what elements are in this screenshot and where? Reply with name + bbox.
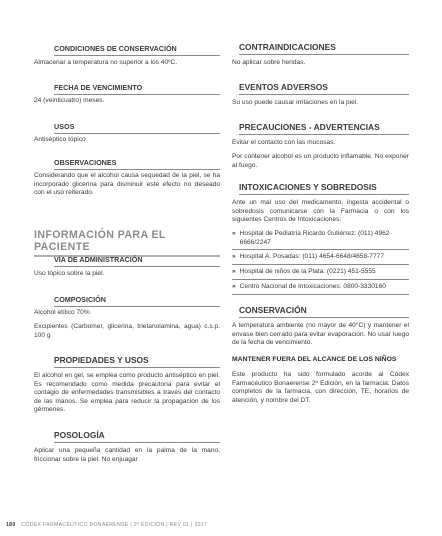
precauciones-text-1: Evitar el contacto con las mucosas.	[232, 139, 336, 146]
precauciones-text-2: Por contener alcohol es un producto inflamable. No exponer al fuego.	[232, 153, 409, 169]
usos-heading: USOS	[54, 122, 220, 134]
intox-center-item	[232, 283, 409, 295]
contraindicaciones-heading: CONTRAINDICACIONES	[239, 42, 409, 55]
intox-center-item	[232, 268, 409, 280]
composicion-text-1: Alcohol etílico 70%	[34, 309, 90, 316]
conservacion-heading: CONDICIONES DE CONSERVACIÓN	[54, 44, 220, 56]
intox-center-item	[232, 253, 409, 265]
intox-center-text: Hospital de niños de la Plata: (0221) 451-5555	[239, 268, 376, 275]
intox-center-text: Hospital de Pediatría Ricardo Gutiérrez: (011) 4962-6666/2247	[239, 230, 392, 246]
vencimiento-text: 24 (veinticuatro) meses.	[34, 97, 105, 104]
propiedades-text: El alcohol en gel, se emplea como producto antiséptico en piel. Es recomendado como medida precautoria para evitar el contagio de enfermedades transmisibles a través del contacto de las manos. Se emplea para reducir la propagación de los gérmenes.	[34, 372, 220, 414]
precauciones-heading: PRECAUCIONES - ADVERTENCIAS	[239, 122, 409, 135]
via-heading: VÍA DE ADMINISTRACIÓN	[54, 255, 220, 267]
page-footer	[6, 522, 207, 528]
adversos-text: Su uso puede causar irritaciones en la piel.	[232, 99, 359, 106]
bullet-mark: »	[232, 253, 236, 260]
propiedades-heading: PROPIEDADES Y USOS	[54, 355, 220, 368]
page-number: 180	[6, 522, 16, 528]
footer-text: CÓDEX FARMACÉUTICO BONAERENSE | 2º EDICIÓN | REV 01 | 2017	[21, 522, 208, 528]
via-text: Uso tópico sobre la piel.	[34, 270, 105, 277]
usos-text: Antiséptico tópico	[34, 136, 86, 143]
adversos-heading: EVENTOS ADVERSOS	[239, 82, 409, 95]
conservacion-text: Almacenar a temperatura no superior a los 40ºC.	[34, 59, 178, 66]
posologia-heading: POSOLOGÍA	[54, 430, 220, 443]
contraindicaciones-text: No aplicar sobre heridas.	[232, 59, 306, 66]
observaciones-text: Considerando que el alcohol causa sequedad de la piel, se ha incorporado glicerina para disminuir este efecto no deseado con el uso reiterado.	[34, 172, 220, 197]
conservacion-right-text: A temperatura ambiente (no mayor de 40°C) y mantener el envase bien cerrado para evitar evaporación. No usar luego de la fecha de vencimiento.	[232, 322, 409, 347]
intoxicaciones-heading: INTOXICACIONES Y SOBREDOSIS	[239, 182, 409, 195]
vencimiento-heading: FECHA DE VENCIMIENTO	[54, 83, 220, 95]
formulado-text: Este producto ha sido formulado acorde al Códex Farmacéutico Bonaerense 2º Edición, en la farmacia: Datos completos de la farmacia, con dirección, TE, horarios de atención, y nombre del DT.	[232, 371, 409, 404]
observaciones-heading: OBSERVACIONES	[54, 158, 220, 170]
paciente-section-title: INFORMACIÓN PARA EL PACIENTE	[34, 229, 220, 257]
bullet-mark: »	[232, 283, 236, 290]
intox-center-item	[232, 230, 409, 250]
intox-center-text: Centro Nacional de Intoxicaciones: 0800-3330160	[239, 283, 386, 290]
composicion-heading: COMPOSICIÓN	[54, 295, 220, 307]
intox-center-text: Hospital A. Posadas: (011) 4654-6648/4658-7777	[239, 253, 384, 260]
intoxicaciones-text: Ante un mal uso del medicamento, ingesta accidental o sobredosis comunicarse con la Farmacia o con los siguientes Centros de Intoxicaciones:	[232, 199, 409, 224]
composicion-text-2: Excipientes (Carbomer, glicerina, trietanolamina, agua) c.s.p. 100 g	[34, 323, 220, 339]
posologia-text: Aplicar una pequeña cantidad en la palma de la mano, friccionar sobre la piel. No enjuagar	[34, 447, 220, 463]
conservacion-right-heading: CONSERVACIÓN	[239, 305, 409, 318]
mantener-warning: MANTENER FUERA DEL ALCANCE DE LOS NIÑOS	[232, 356, 397, 363]
bullet-mark: »	[232, 230, 236, 237]
bullet-mark: »	[232, 268, 236, 275]
